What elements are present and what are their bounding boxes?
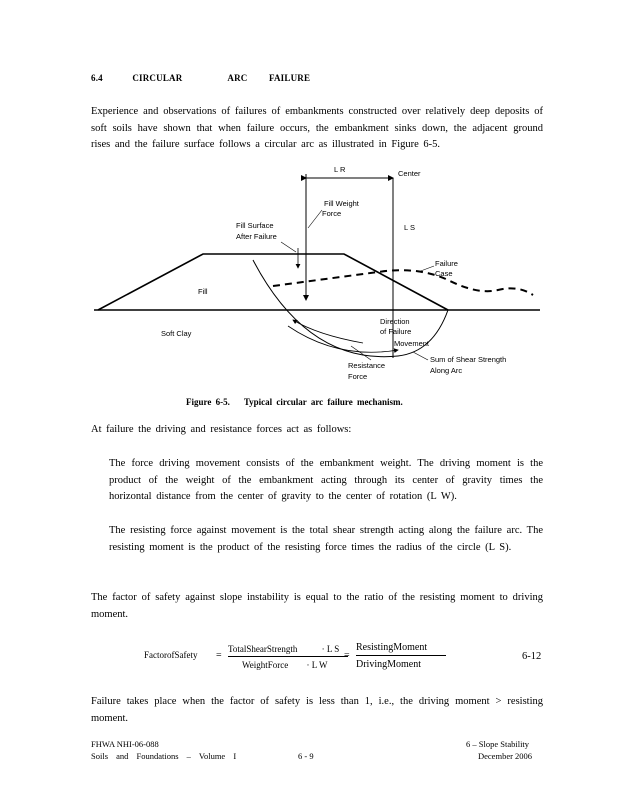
fill-weight-leader: [308, 210, 322, 228]
label-force: Force: [322, 209, 342, 218]
label-ls: L S: [404, 223, 415, 232]
eq-den2: DrivingMoment: [356, 659, 421, 670]
label-fill-weight: Fill Weight: [324, 199, 359, 208]
eq-num2: ResistingMoment: [356, 642, 446, 656]
eq-den1: WeightForce: [242, 660, 289, 670]
failure-paragraph: Failure takes place when the factor of safety is less than 1, i.e., the driving moment > resisting moment.: [91, 696, 543, 724]
eq-num1: TotalShearStrength: [228, 644, 298, 654]
failure-case-surface: [273, 270, 533, 295]
label-resistance: Resistance: [348, 361, 386, 370]
footer-left-1: FHWA NHI-06-088: [91, 739, 159, 749]
equation-number: 6-12: [522, 651, 542, 662]
section-word-circular: CIRCULAR: [132, 73, 183, 83]
forces-intro: At failure the driving and resistance forces act as follows:: [91, 424, 352, 435]
bullet-resisting-force: [91, 523, 543, 556]
footer-right-1: 6 – Slope Stability: [466, 739, 530, 749]
section-word-arc: ARC: [227, 73, 248, 83]
figure-caption: [186, 397, 403, 407]
eq-num1-mult: · L S: [321, 644, 340, 654]
equation-fraction-2: [356, 642, 446, 670]
failure-case-leader: [418, 266, 434, 272]
eq-den1-mult: · L W: [306, 660, 328, 670]
equation-lhs: FactorofSafety: [144, 650, 198, 660]
label-lr: L R: [334, 165, 346, 174]
label-along-arc: Along Arc: [430, 366, 463, 375]
fill-surface-leader: [281, 242, 296, 252]
safety-paragraph: The factor of safety against slope instability is equal to the ratio of the resisting moment to driving moment.: [91, 592, 543, 620]
label-of-failure: of Failure: [380, 327, 412, 336]
resistance-arrow: [293, 320, 363, 343]
embankment-outline: [98, 254, 448, 310]
label-fill-surface: Fill Surface: [236, 221, 274, 230]
shear-leader: [413, 352, 428, 360]
failure-mechanism-figure: [88, 160, 548, 392]
label-fill: Fill: [198, 287, 208, 296]
label-movement: Movement: [394, 339, 430, 348]
bullet-driving-force: [91, 456, 543, 506]
intro-paragraph: Experience and observations of failures of embankments constructed over relatively deep deposits of soft soils have shown that when failure occurs, the embankment sinks down, the adjacent ground rises and the failure surface follows a circular arc as illustrated in Figure 6-5.: [91, 106, 543, 150]
label-soft-clay: Soft Clay: [161, 329, 192, 338]
bullet-text: The force driving movement consists of the embankment weight. The driving moment is the product of the weight of the embankment acting through its center of gravity times the horizontal distance from the center of gravity to the center of rotation (L W).: [109, 458, 543, 502]
label-case: Case: [435, 269, 453, 278]
label-center: Center: [398, 169, 421, 178]
section-number: 6.4: [91, 73, 103, 83]
equation-equals-1: =: [216, 650, 222, 661]
section-word-failure: FAILURE: [268, 73, 311, 83]
section-heading: [91, 73, 310, 83]
bullet-text: The resisting force against movement is the total shear strength acting along the failure arc. The resisting moment is the product of the resisting force times the radius of the circle (L S).: [109, 525, 543, 553]
caption-label: Figure 6-5.: [186, 397, 230, 407]
footer-left-2: Soils and Foundations – Volume I: [91, 751, 237, 761]
footer-right-2: December 2006: [478, 751, 533, 761]
caption-text: Typical circular arc failure mechanism.: [243, 397, 403, 407]
footer-page-number: 6 - 9: [298, 751, 314, 761]
label-direction: Direction: [380, 317, 410, 326]
equation-equals-2: =: [344, 650, 350, 661]
label-after-failure: After Failure: [236, 232, 277, 241]
label-failure-case: Failure: [435, 259, 458, 268]
label-force2: Force: [348, 372, 368, 381]
equation-fraction-1: [228, 644, 348, 670]
label-sum-shear: Sum of Shear Strength: [430, 355, 507, 364]
